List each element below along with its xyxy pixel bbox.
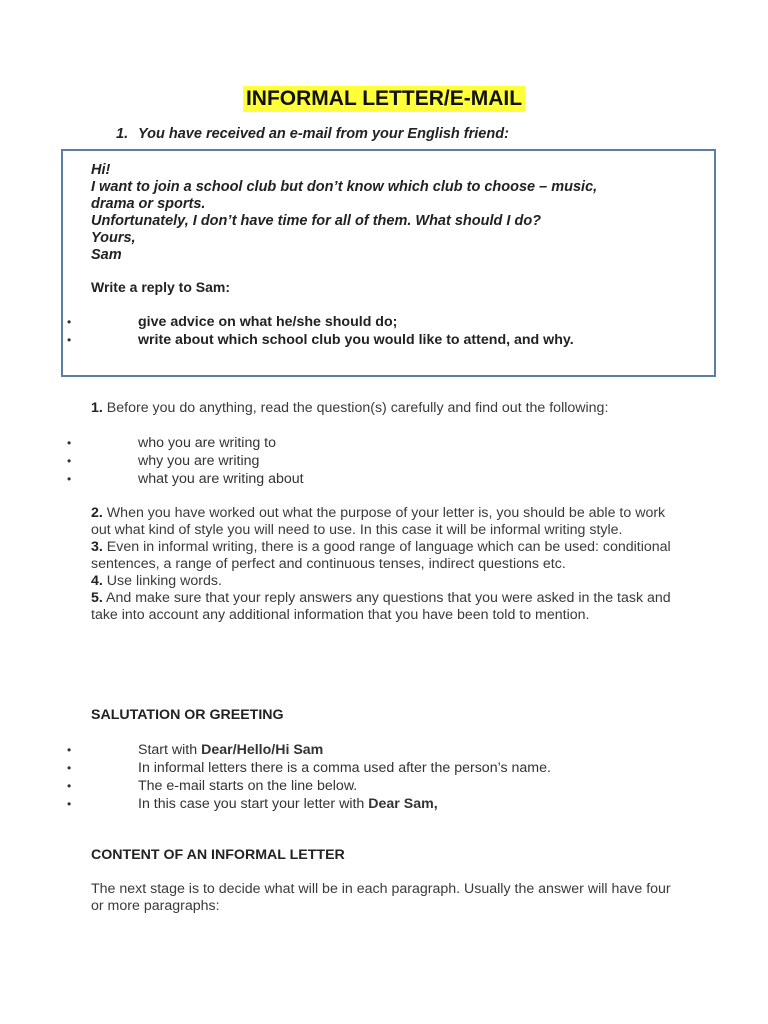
question-1 xyxy=(116,126,509,142)
tip-text: Before you do anything, read the question(s) carefully and find out the following: xyxy=(102,400,609,416)
tip-5 xyxy=(91,590,671,624)
email-line: drama or sports. xyxy=(91,196,206,212)
bullet-icon: • xyxy=(67,333,72,347)
tip-text: Use linking words. xyxy=(102,573,222,589)
email-line: Sam xyxy=(91,247,122,263)
list-item-text: In informal letters there is a comma used after the person’s name. xyxy=(138,760,551,776)
tip-3 xyxy=(91,539,671,573)
write-reply-instruction: Write a reply to Sam: xyxy=(91,279,231,295)
bullet-icon: • xyxy=(67,315,72,329)
email-content xyxy=(91,162,671,264)
bullet-icon: • xyxy=(67,436,72,450)
tip-1 xyxy=(91,400,671,417)
list-item-text: what you are writing about xyxy=(138,471,304,487)
bullet-icon: • xyxy=(67,472,72,486)
tip-text: And make sure that your reply answers any questions that you were asked in the task and take into account any additional information that you have been told to mention. xyxy=(91,590,671,623)
tip-number: 5. xyxy=(91,590,103,606)
email-line: Unfortunately, I don’t have time for all of them. What should I do? xyxy=(91,213,542,229)
tip-text: When you have worked out what the purpose of your letter is, you should be able to work out what kind of style you will need to use. In this case it will be informal writing style. xyxy=(91,505,666,538)
task-text: give advice on what he/she should do; xyxy=(138,314,398,330)
list-item-text: The e-mail starts on the line below. xyxy=(138,778,358,794)
tip-number: 3. xyxy=(91,539,103,555)
title-wrapper xyxy=(0,86,768,112)
list-item-text xyxy=(138,741,323,759)
tip-number: 1. xyxy=(91,400,103,416)
question-number: 1. xyxy=(116,126,129,142)
bullet-icon: • xyxy=(67,454,72,468)
bullet-icon: • xyxy=(67,779,72,793)
text-segment: In this case you start your letter with xyxy=(138,796,369,812)
tip-4 xyxy=(91,573,671,590)
question-text: You have received an e-mail from your English friend: xyxy=(138,126,509,142)
email-line: I want to join a school club but don’t know which club to choose – music, xyxy=(91,179,598,195)
content-paragraph: The next stage is to decide what will be in each paragraph. Usually the answer will have four or more paragraphs: xyxy=(91,881,671,914)
bullet-icon: • xyxy=(67,743,72,757)
email-line: Yours, xyxy=(91,230,136,246)
page-title: INFORMAL LETTER/E-MAIL xyxy=(243,86,525,112)
bold-segment: Dear/Hello/Hi Sam xyxy=(201,742,324,758)
tip-text: Even in informal writing, there is a good range of language which can be used: conditional sentences, a range of perfect and continuous tenses, indirect questions etc. xyxy=(91,539,671,572)
email-line: Hi! xyxy=(91,162,111,178)
list-item-text: who you are writing to xyxy=(138,435,277,451)
task-text: write about which school club you would like to attend, and why. xyxy=(138,332,574,348)
tip-number: 2. xyxy=(91,505,103,521)
tip-2 xyxy=(91,505,671,539)
bullet-icon: • xyxy=(67,761,72,775)
bold-segment: Dear Sam, xyxy=(368,796,438,812)
tip-number: 4. xyxy=(91,573,103,589)
text-segment: Start with xyxy=(138,742,202,758)
tips-body xyxy=(91,505,671,624)
list-item-text: why you are writing xyxy=(138,453,260,469)
bullet-icon: • xyxy=(67,797,72,811)
salutation-heading: SALUTATION OR GREETING xyxy=(91,707,284,723)
list-item-text xyxy=(138,795,438,813)
content-heading: CONTENT OF AN INFORMAL LETTER xyxy=(91,847,345,863)
